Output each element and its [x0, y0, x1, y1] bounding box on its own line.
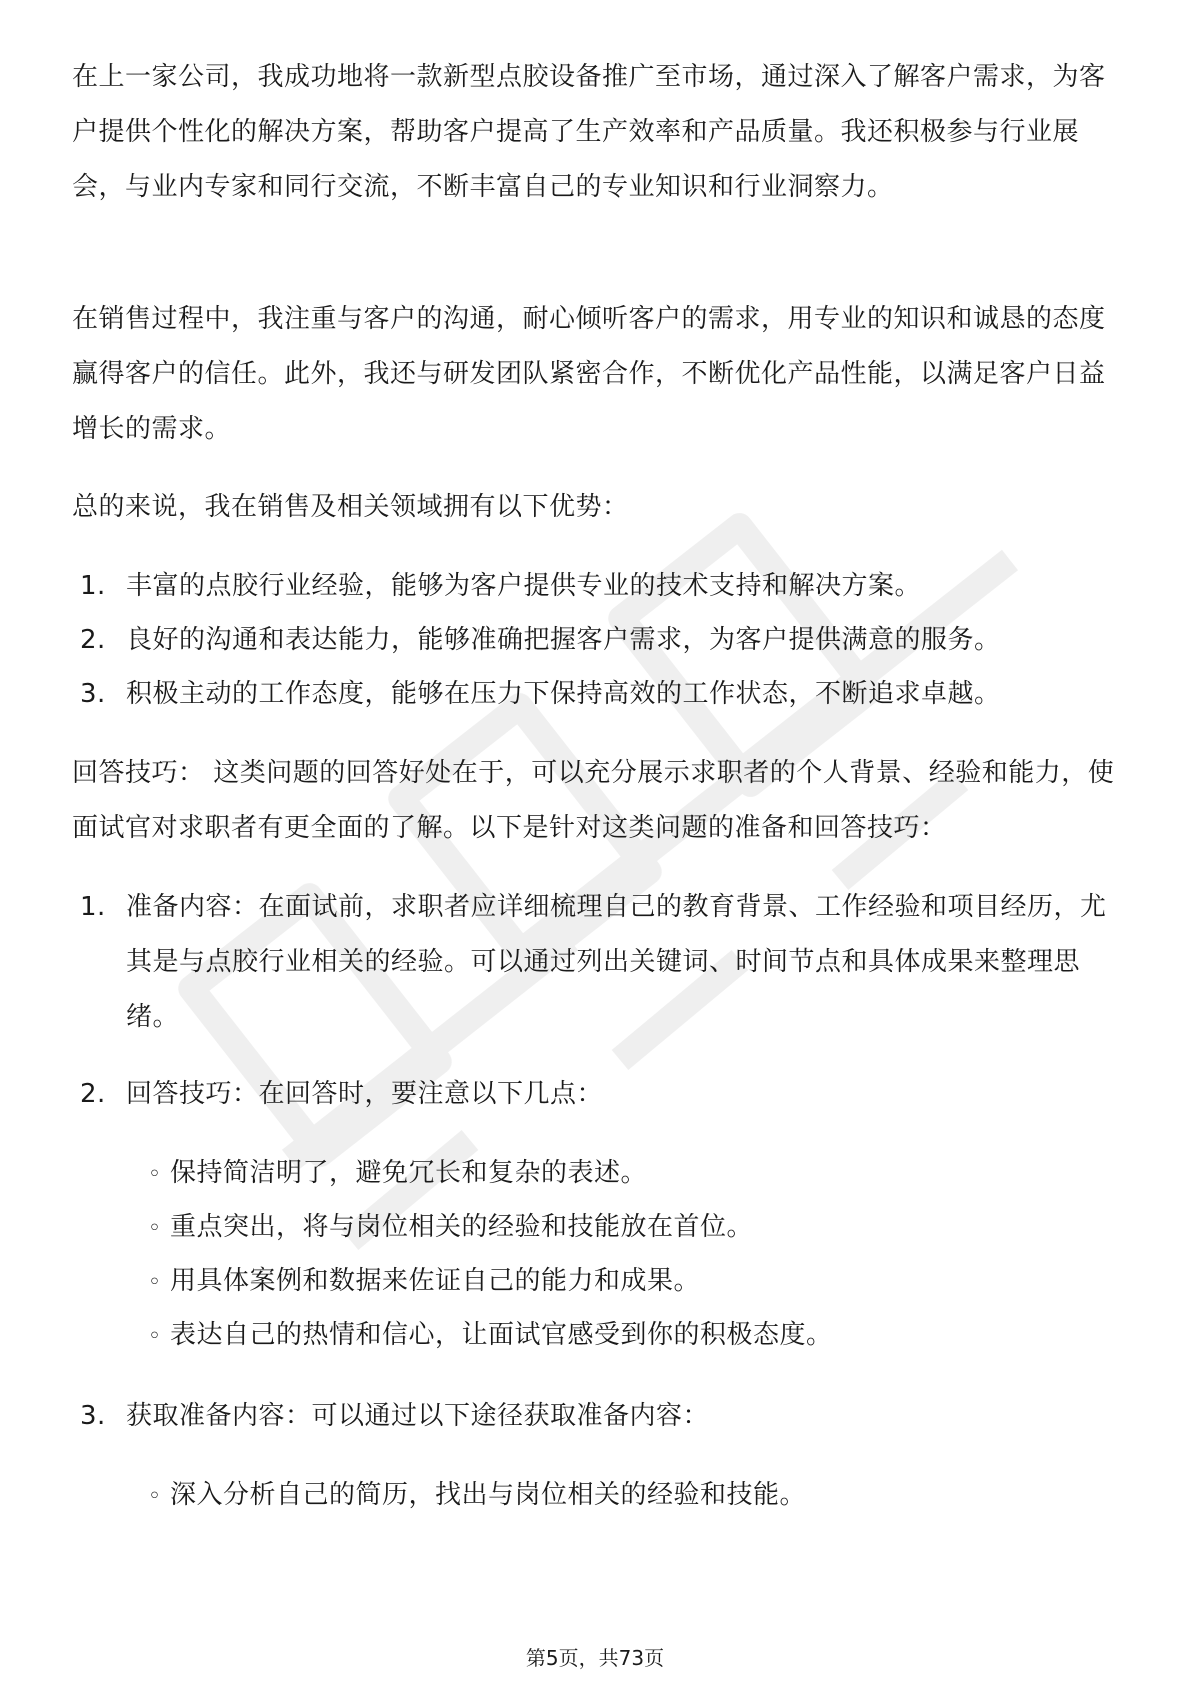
list-item-tip-3: [80, 1389, 1120, 1444]
paragraph-sales-process: 在销售过程中，我注重与客户的沟通，耐心倾听客户的需求，用专业的知识和诚恳的态度赢得客户的信任。此外，我还与研发团队紧密合作，不断优化产品性能，以满足客户日益增长的需求。: [72, 304, 1106, 444]
list-item-answer-point-4: [148, 1308, 1128, 1364]
paragraph-answer-tips: 回答技巧： 这类问题的回答好处在于，可以充分展示求职者的个人背景、经验和能力，使面试官对求职者有更全面的了解。以下是针对这类问题的准备和回答技巧：: [72, 758, 1115, 843]
list-item-tip-1: [80, 880, 1120, 1045]
bullet-text: 保持简洁明了，避免冗长和复杂的表述。: [170, 1158, 648, 1188]
list-text: 良好的沟通和表达能力，能够准确把握客户需求，为客户提供满意的服务。: [126, 625, 1001, 655]
bullet-text: 表达自己的热情和信心，让面试官感受到你的积极态度。: [170, 1320, 833, 1350]
list-item-answer-point-2: [148, 1200, 1128, 1256]
list-number: 2.: [80, 625, 106, 655]
list-text: 获取准备内容：可以通过以下途径获取准备内容：: [126, 1401, 710, 1431]
list-item-prep-point-1: [148, 1468, 1128, 1524]
bullet-icon: ◦: [148, 1216, 162, 1241]
list-item-advantage-2: [80, 613, 1120, 668]
list-item-answer-point-3: [148, 1254, 1128, 1310]
bullet-icon: ◦: [148, 1484, 162, 1509]
list-number: 3.: [80, 679, 106, 709]
list-item-advantage-3: [80, 667, 1120, 722]
bullet-text: 重点突出，将与岗位相关的经验和技能放在首位。: [170, 1212, 754, 1242]
page-number-footer: 第5页，共73页: [525, 1646, 665, 1670]
bullet-icon: ◦: [148, 1324, 162, 1349]
list-text: 回答技巧：在回答时，要注意以下几点：: [126, 1079, 604, 1109]
list-item-tip-2: [80, 1067, 1120, 1122]
list-text: 积极主动的工作态度，能够在压力下保持高效的工作状态，不断追求卓越。: [126, 679, 1001, 709]
list-item-answer-point-1: [148, 1146, 1128, 1202]
list-number: 2.: [80, 1079, 106, 1109]
bullet-icon: ◦: [148, 1162, 162, 1187]
list-number: 1.: [80, 892, 106, 922]
list-text: 准备内容：在面试前，求职者应详细梳理自己的教育背景、工作经验和项目经历，尤其是与点胶行业相关的经验。可以通过列出关键词、时间节点和具体成果来整理思绪。: [126, 892, 1107, 1032]
list-item-advantage-1: [80, 559, 1120, 614]
list-text: 丰富的点胶行业经验，能够为客户提供专业的技术支持和解决方案。: [126, 571, 922, 601]
bullet-text: 用具体案例和数据来佐证自己的能力和成果。: [170, 1266, 701, 1296]
bullet-text: 深入分析自己的简历，找出与岗位相关的经验和技能。: [170, 1480, 807, 1510]
paragraph-experience: 在上一家公司，我成功地将一款新型点胶设备推广至市场，通过深入了解客户需求，为客户提供个性化的解决方案，帮助客户提高了生产效率和产品质量。我还积极参与行业展会，与业内专家和同行交流，不断丰富自己的专业知识和行业洞察力。: [72, 62, 1106, 202]
list-number: 1.: [80, 571, 106, 601]
bullet-icon: ◦: [148, 1270, 162, 1295]
paragraph-summary: 总的来说，我在销售及相关领域拥有以下优势：: [72, 492, 629, 522]
list-number: 3.: [80, 1401, 106, 1431]
